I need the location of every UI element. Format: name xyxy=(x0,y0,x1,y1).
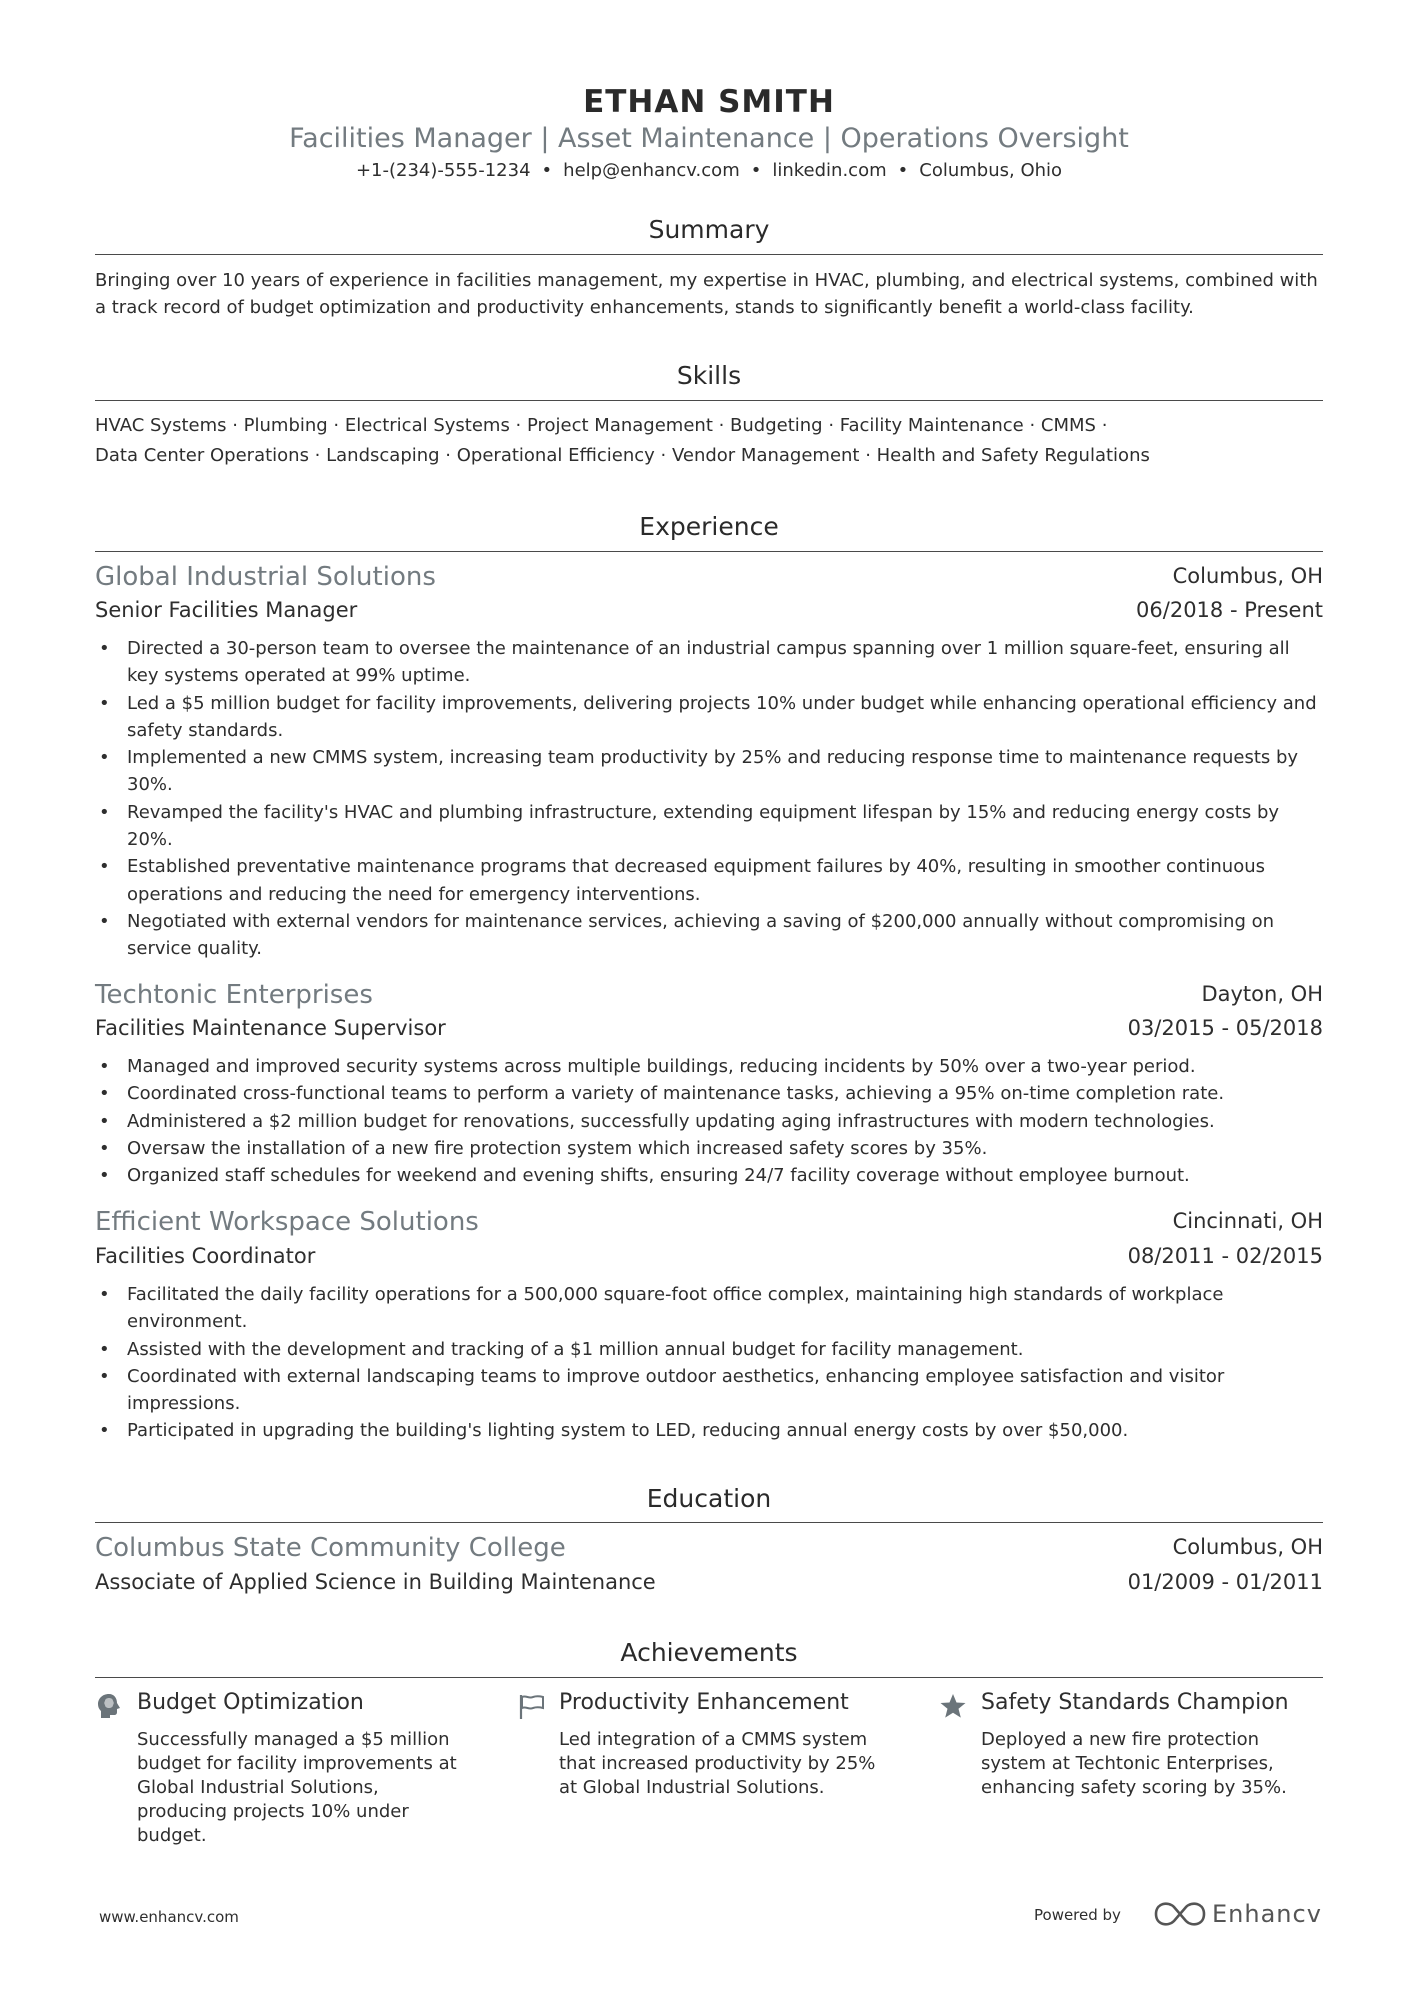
education-dates: 01/2009 - 01/2011 xyxy=(1127,1570,1323,1594)
job-role: Facilities Maintenance Supervisor xyxy=(95,1016,446,1040)
job-company: Techtonic Enterprises xyxy=(95,980,373,1010)
contact-phone: +1-(234)-555-1234 xyxy=(355,160,531,181)
education-degree: Associate of Applied Science in Building Maintenance xyxy=(95,1570,656,1594)
job-bullet: • Participated in upgrading the building's lighting system to LED, reducing annual energy costs by over $50,000. xyxy=(95,1417,1323,1444)
section-divider xyxy=(95,254,1323,255)
job-location: Columbus, OH xyxy=(1172,564,1323,588)
flag-icon xyxy=(517,1692,545,1720)
contact-email[interactable]: help@enhancv.com xyxy=(563,160,740,181)
job-bullet: • Coordinated cross-functional teams to perform a variety of maintenance tasks, achieving a 95% on-time completion rate. xyxy=(95,1080,1323,1107)
candidate-name: ETHAN SMITH xyxy=(583,84,835,120)
job-bullet: • Negotiated with external vendors for maintenance services, achieving a saving of $200,000 annually without compromising on service quality. xyxy=(95,908,1323,963)
job-bullet: • Administered a $2 million budget for renovations, successfully updating aging infrastructures with modern technologies. xyxy=(95,1108,1323,1135)
job-bullet: • Organized staff schedules for weekend and evening shifts, ensuring 24/7 facility coverage without employee burnout. xyxy=(95,1162,1323,1189)
achievements-heading: Achievements xyxy=(620,1638,798,1667)
section-divider xyxy=(95,551,1323,552)
head-brain-icon xyxy=(95,1692,123,1720)
job-dates: 08/2011 - 02/2015 xyxy=(1127,1244,1323,1268)
job-dates: 06/2018 - Present xyxy=(1136,598,1323,622)
job-bullet: • Coordinated with external landscaping teams to improve outdoor aesthetics, enhancing employee satisfaction and visitor impressions. xyxy=(95,1363,1323,1418)
achievement-desc: Successfully managed a $5 million budget for facility improvements at Global Industrial Solutions, producing projects 10% under budget. xyxy=(137,1729,457,1846)
education-heading: Education xyxy=(646,1484,772,1513)
job-bullet: • Oversaw the installation of a new fire protection system which increased safety scores by 35%. xyxy=(95,1135,1323,1162)
skills-line-1: HVAC Systems · Plumbing · Electrical Systems · Project Management · Budgeting · Facility Maintenance · CMMS · xyxy=(95,415,1108,436)
job-company: Efficient Workspace Solutions xyxy=(95,1207,479,1237)
job-bullets xyxy=(95,1281,1323,1445)
education-school: Columbus State Community College xyxy=(95,1533,566,1563)
job-role: Facilities Coordinator xyxy=(95,1244,316,1268)
achievement-title: Budget Optimization xyxy=(137,1690,364,1715)
contact-location: Columbus, Ohio xyxy=(919,160,1063,181)
job-role: Senior Facilities Manager xyxy=(95,598,358,622)
contact-line xyxy=(95,160,1323,181)
job-bullet: • Led a $5 million budget for facility improvements, delivering projects 10% under budget while enhancing operational efficiency and safety standards. xyxy=(95,690,1323,745)
summary-text: Bringing over 10 years of experience in facilities management, my expertise in HVAC, plumbing, and electrical systems, combined with a track record of budget optimization and productivity enhancements, stands to significantly benefit a world-class facility. xyxy=(95,270,1318,318)
experience-heading: Experience xyxy=(639,512,779,541)
job-bullet: • Directed a 30-person team to oversee the maintenance of an industrial campus spanning over 1 million square-feet, ensuring all key systems operated at 99% uptime. xyxy=(95,635,1323,690)
separator-dot: • xyxy=(750,160,762,181)
job-dates: 03/2015 - 05/2018 xyxy=(1127,1016,1323,1040)
skills-line-2: Data Center Operations · Landscaping · Operational Efficiency · Vendor Management · Health and Safety Regulations xyxy=(95,445,1150,466)
footer-brand[interactable]: Enhancv xyxy=(1212,1900,1322,1928)
summary-heading: Summary xyxy=(648,215,770,244)
achievement-title: Safety Standards Champion xyxy=(981,1690,1289,1715)
job-company: Global Industrial Solutions xyxy=(95,562,436,592)
skills-heading: Skills xyxy=(676,361,742,390)
achievement-desc: Led integration of a CMMS system that increased productivity by 25% at Global Industrial Solutions. xyxy=(559,1729,876,1798)
star-icon xyxy=(939,1692,967,1720)
job-location: Cincinnati, OH xyxy=(1172,1209,1323,1233)
section-divider xyxy=(95,1522,1323,1523)
job-bullet: • Managed and improved security systems across multiple buildings, reducing incidents by 50% over a two-year period. xyxy=(95,1053,1323,1080)
contact-linkedin[interactable]: linkedin.com xyxy=(772,160,887,181)
job-bullet: • Facilitated the daily facility operations for a 500,000 square-foot office complex, maintaining high standards of workplace environment. xyxy=(95,1281,1323,1336)
education-location: Columbus, OH xyxy=(1172,1535,1323,1559)
job-bullet: • Revamped the facility's HVAC and plumbing infrastructure, extending equipment lifespan by 15% and reducing energy costs by 20%. xyxy=(95,799,1323,854)
section-divider xyxy=(95,400,1323,401)
footer-powered-by: Powered by xyxy=(1034,1906,1121,1924)
footer-website[interactable]: www.enhancv.com xyxy=(99,1908,239,1926)
job-bullets xyxy=(95,1053,1323,1189)
achievement-desc: Deployed a new fire protection system at Techtonic Enterprises, enhancing safety scoring by 35%. xyxy=(981,1729,1287,1798)
achievement-title: Productivity Enhancement xyxy=(559,1690,849,1715)
job-bullet: • Established preventative maintenance programs that decreased equipment failures by 40%, resulting in smoother continuous operations and reducing the need for emergency interventions. xyxy=(95,853,1323,908)
separator-dot: • xyxy=(897,160,909,181)
job-location: Dayton, OH xyxy=(1201,982,1323,1006)
job-bullet: • Assisted with the development and tracking of a $1 million annual budget for facility management. xyxy=(95,1336,1323,1363)
job-bullets xyxy=(95,635,1323,963)
job-bullet: • Implemented a new CMMS system, increasing team productivity by 25% and reducing response time to maintenance requests by 30%. xyxy=(95,744,1323,799)
separator-dot: • xyxy=(541,160,553,181)
candidate-title: Facilities Manager | Asset Maintenance | Operations Oversight xyxy=(289,123,1129,154)
section-divider xyxy=(95,1677,1323,1678)
